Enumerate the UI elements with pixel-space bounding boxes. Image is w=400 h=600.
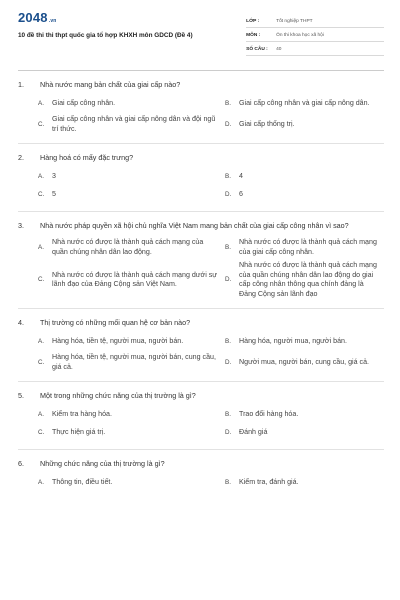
option-b[interactable] <box>225 170 384 184</box>
option-a[interactable] <box>38 476 225 490</box>
option-letter: B. <box>225 173 231 181</box>
option-text: Thực hiện giá trị. <box>52 428 106 437</box>
options <box>18 335 384 372</box>
header-divider <box>18 70 384 71</box>
question-5 <box>18 391 384 440</box>
meta-row-count <box>246 42 384 56</box>
option-d[interactable] <box>225 261 384 299</box>
option-text: Giai cấp công nhân và giai cấp nông dân và đội ngũ trí thức. <box>52 115 216 133</box>
question-text: Một trong những chức năng của thị trường là gì? <box>40 391 196 400</box>
question-separator <box>18 143 384 144</box>
option-text: Kiểm tra, đánh giá. <box>239 478 299 487</box>
option-text: Hàng hóa, người mua, người bán. <box>239 337 347 346</box>
option-text: Giai cấp công nhân và giai cấp nông dân. <box>239 99 370 108</box>
option-text: 5 <box>52 190 56 199</box>
question-text: Những chức năng của thị trường là gì? <box>40 459 165 468</box>
option-letter: C. <box>38 429 45 437</box>
option-a[interactable] <box>38 238 225 257</box>
option-letter: C. <box>38 358 45 366</box>
meta-row-subject <box>246 28 384 42</box>
option-b[interactable] <box>225 238 384 257</box>
option-letter: B. <box>225 338 231 346</box>
option-b[interactable] <box>225 408 384 422</box>
option-a[interactable] <box>38 97 225 111</box>
options <box>18 408 384 440</box>
option-b[interactable] <box>225 476 384 490</box>
option-text: Nhà nước có được là thành quả cách mạng của quần chúng nhân dân lao động do giai cấp công nhân thông qua chính đảng là Đảng Cộng sản lãnh đạo <box>239 261 377 298</box>
option-text: Trao đổi hàng hóa. <box>239 410 299 419</box>
question-text: Hàng hoá có mấy đặc trưng? <box>40 153 134 162</box>
option-a[interactable] <box>38 170 225 184</box>
option-letter: D. <box>225 120 232 128</box>
options <box>18 476 384 490</box>
question-list <box>18 80 384 490</box>
option-d[interactable] <box>225 353 384 372</box>
question-3 <box>18 221 384 299</box>
option-letter: D. <box>225 191 232 199</box>
option-letter: A. <box>38 411 44 419</box>
option-letter: A. <box>38 243 44 251</box>
option-b[interactable] <box>225 97 384 111</box>
meta-value: 40 <box>276 47 282 52</box>
option-letter: B. <box>225 243 231 251</box>
question-6 <box>18 459 384 490</box>
option-text: 6 <box>239 190 243 199</box>
option-letter: A. <box>38 173 44 181</box>
question-number: 2. <box>18 153 24 162</box>
exam-meta <box>246 14 384 76</box>
option-c[interactable] <box>38 115 225 134</box>
option-letter: D. <box>225 358 232 366</box>
option-text: Hàng hóa, tiền tệ, người mua, người bán, cung cầu, giá cả. <box>52 353 216 371</box>
option-text: Thông tin, điều tiết. <box>52 478 113 487</box>
question-separator <box>18 449 384 450</box>
option-text: Nhà nước có được là thành quả cách mạng của giai cấp công nhân. <box>239 238 377 256</box>
option-text: Nhà nước có được là thành quả cách mạng của quần chúng nhân dân lao động. <box>52 238 204 256</box>
meta-value: Ôn thi khoa học xã hội <box>276 33 324 38</box>
option-letter: B. <box>225 100 231 108</box>
option-text: Nhà nước có được là thành quả cách mạng dưới sự lãnh đạo của Đảng Cộng sản Việt Nam. <box>52 270 218 288</box>
option-text: Kiểm tra hàng hóa. <box>52 410 112 419</box>
option-letter: C. <box>38 276 45 284</box>
options <box>18 238 384 299</box>
option-c[interactable] <box>38 426 225 440</box>
question-number: 4. <box>18 318 24 327</box>
question-number: 5. <box>18 391 24 400</box>
option-letter: A. <box>38 100 44 108</box>
option-c[interactable] <box>38 188 225 202</box>
option-text: 3 <box>52 172 56 181</box>
options <box>18 97 384 134</box>
option-letter: A. <box>38 479 44 487</box>
option-text: Đánh giá <box>239 428 268 437</box>
option-text: Giai cấp công nhân. <box>52 99 116 108</box>
question-2 <box>18 153 384 202</box>
option-a[interactable] <box>38 335 225 349</box>
question-text: Nhà nước mang bản chất của giai cấp nào? <box>40 80 181 89</box>
meta-label: SỐ CÂU : <box>246 47 268 52</box>
logo-suffix: .vn <box>48 18 57 24</box>
option-d[interactable] <box>225 426 384 440</box>
option-text: Người mua, người bán, cung cầu, giá cả. <box>239 357 370 366</box>
option-letter: B. <box>225 411 231 419</box>
logo-text: 2048 <box>18 10 48 25</box>
option-letter: B. <box>225 479 231 487</box>
option-a[interactable] <box>38 408 225 422</box>
question-1 <box>18 80 384 134</box>
option-letter: D. <box>225 276 232 284</box>
meta-label: LỚP : <box>246 19 260 24</box>
meta-row-class <box>246 14 384 28</box>
option-text: Giai cấp thống trị. <box>239 119 295 128</box>
question-separator <box>18 308 384 309</box>
option-c[interactable] <box>38 353 225 372</box>
option-text: 4 <box>239 172 243 181</box>
question-4 <box>18 318 384 372</box>
option-letter: C. <box>38 120 45 128</box>
option-letter: C. <box>38 191 45 199</box>
exam-title: 10 đề thi thi thpt quốc gia tổ hợp KHXH môn GDCD (Đề 4) <box>18 32 193 39</box>
page-header <box>18 10 384 76</box>
option-b[interactable] <box>225 335 384 349</box>
question-number: 1. <box>18 80 24 89</box>
option-text: Hàng hóa, tiền tệ, người mua, người bán. <box>52 337 184 346</box>
meta-value: Tốt nghiệp THPT <box>276 19 313 24</box>
options <box>18 170 384 202</box>
question-number: 6. <box>18 459 24 468</box>
question-number: 3. <box>18 221 24 230</box>
question-text: Nhà nước pháp quyền xã hội chủ nghĩa Việt Nam mang bản chất của giai cấp công nhân vì sao? <box>40 221 349 230</box>
option-c[interactable] <box>38 261 225 299</box>
question-separator <box>18 211 384 212</box>
option-letter: A. <box>38 338 44 346</box>
meta-label: MÔN : <box>246 33 261 38</box>
option-letter: D. <box>225 429 232 437</box>
question-separator <box>18 381 384 382</box>
option-d[interactable] <box>225 188 384 202</box>
header-left <box>18 10 246 76</box>
option-d[interactable] <box>225 115 384 134</box>
question-text: Thị trường có những mối quan hệ cơ bản nào? <box>40 318 191 327</box>
site-logo[interactable] <box>18 10 246 25</box>
